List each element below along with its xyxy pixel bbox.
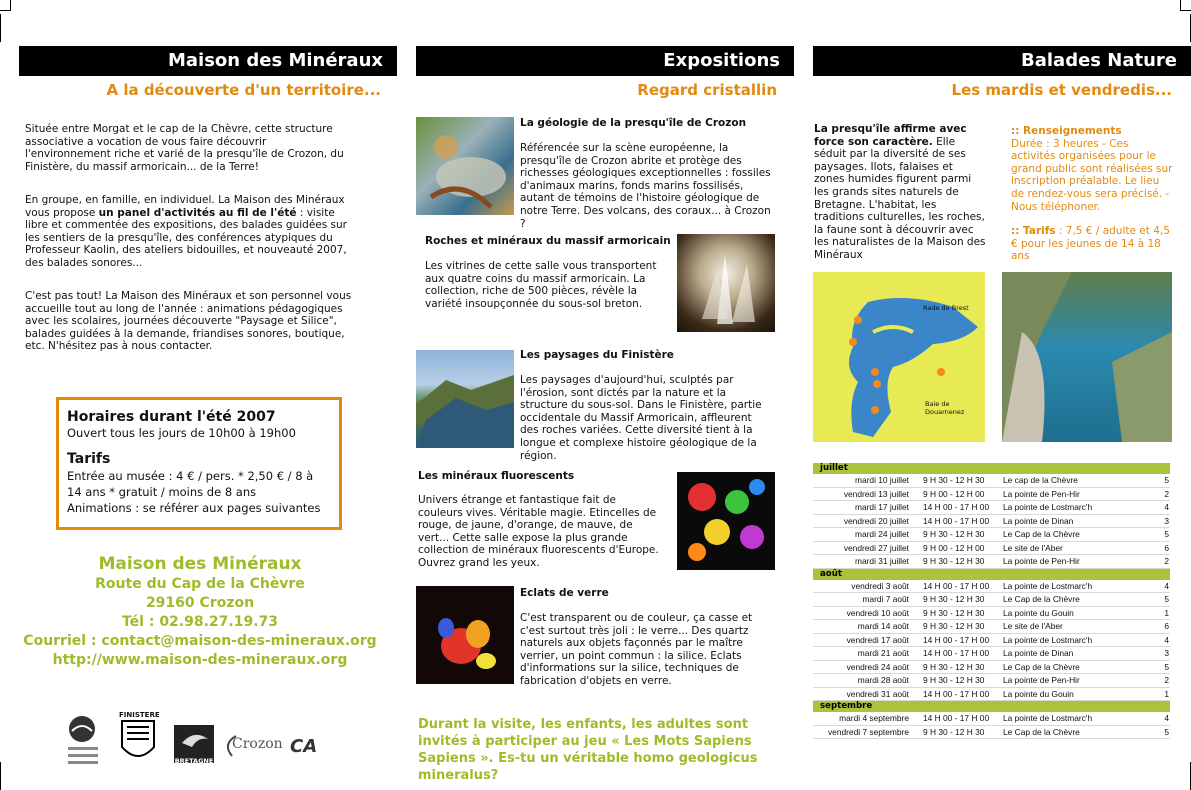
- schedule-date: mardi 7 août: [862, 594, 909, 604]
- schedule-row: [813, 593, 1170, 607]
- schedule-map-number: 4: [1164, 580, 1169, 591]
- image-plage: [1002, 272, 1172, 442]
- schedule-map-number: 5: [1164, 726, 1169, 737]
- expo-title-3: Les paysages du Finistère: [520, 349, 674, 361]
- schedule-row: [813, 515, 1170, 529]
- schedule-row: [813, 688, 1170, 702]
- left-paragraph-3: C'est pas tout! La Maison des Minéraux et son personnel vous accueille tout au long de l'année : animations pédagogiques avec les scolaires, journées découverte "Paysage et Silice", balades guidées à la demande, friandises sonores, boutique, etc. N'hésitez pas à nous contacter.: [25, 290, 352, 353]
- schedule-row: [813, 580, 1170, 594]
- schedule-hours: 9 H 30 - 12 H 30: [923, 675, 985, 685]
- subtitle-left: A la découverte d'un territoire...: [106, 81, 381, 99]
- header-expositions: Expositions: [416, 46, 794, 76]
- schedule-map-number: 5: [1164, 529, 1169, 539]
- tarifs-value: : 7,5 € / adulte et 4,5 € pour les jeunes de 14 à 18 ans: [1011, 225, 1170, 263]
- map-crozon: [813, 272, 985, 442]
- fossil-painting-icon: [416, 117, 514, 215]
- logo-bretagne-label: BRETAGNE: [174, 757, 214, 765]
- expo-title-4: Les minéraux fluorescents: [418, 470, 575, 482]
- schedule-place: La pointe de Dinan: [1003, 515, 1074, 526]
- schedule-row: [813, 661, 1170, 675]
- cliff-landscape-icon: [416, 350, 514, 448]
- schedule-date: vendredi 10 août: [846, 607, 909, 618]
- schedule-place: La pointe de Pen-Hir: [1003, 488, 1080, 499]
- schedule-date: mardi 21 août: [857, 648, 909, 658]
- left-paragraph-2: [25, 194, 355, 270]
- schedule-row: [813, 528, 1170, 542]
- schedule-date: mardi 17 juillet: [855, 502, 909, 512]
- schedule-map-number: 5: [1164, 594, 1169, 604]
- schedule-row: [813, 555, 1170, 569]
- left-p2-bold: un panel d'activités au fil de l'été: [98, 206, 297, 219]
- schedule-date: vendredi 3 août: [851, 580, 909, 591]
- schedule-month-header: août: [813, 569, 1170, 580]
- schedule-hours: 9 H 30 - 12 H 30: [923, 607, 985, 618]
- subtitle-right: Les mardis et vendredis...: [951, 81, 1172, 99]
- schedule-row: [813, 726, 1170, 740]
- tarifs-label: :: Tarifs: [1011, 225, 1056, 238]
- schedule-place: La pointe de Lostmarc'h: [1003, 713, 1093, 723]
- schedule-date: mardi 14 août: [857, 621, 909, 631]
- schedule-place: Le Cap de la Chèvre: [1003, 661, 1080, 672]
- schedule-hours: 9 H 30 - 12 H 30: [923, 726, 985, 737]
- schedule-month-header: septembre: [813, 701, 1170, 712]
- map-peninsula-icon: [813, 272, 985, 442]
- schedule-date: mardi 24 juillet: [855, 529, 909, 539]
- info-title: :: Renseignements: [1011, 125, 1122, 137]
- expo-text-1: Référencée sur la scène européenne, la presqu'île de Crozon abrite et protège des richesses géologiques exceptionnelles : fossiles d'animaux marins, fonds marins fossilisés, autant de témoins de l'histoire géologique de notre Terre. Des volcans, des coraux... à Crozon ?: [520, 142, 771, 230]
- schedule-map-number: 4: [1164, 502, 1169, 512]
- schedule-place: La pointe de Lostmarc'h: [1003, 502, 1093, 512]
- schedule-row: [813, 674, 1170, 688]
- schedule-hours: 9 H 30 - 12 H 30: [923, 621, 985, 631]
- schedule-month-header: juillet: [813, 463, 1170, 474]
- schedule-row: [813, 542, 1170, 556]
- schedule-row: [813, 620, 1170, 634]
- schedule-row: [813, 647, 1170, 661]
- schedule-hours: 9 H 00 - 12 H 00: [923, 542, 985, 553]
- crop-mark-left-line: [0, 14, 1, 42]
- tarifs-line: [1011, 225, 1175, 263]
- schedule-map-number: 4: [1164, 713, 1169, 723]
- schedule-date: mardi 28 août: [857, 675, 909, 685]
- right-intro: [814, 123, 986, 262]
- glass-art-icon: [416, 586, 514, 684]
- right-intro-text: Elle séduit par la diversité de ses paysages. Ilots, falaises et zones humides figurent parmi les grands sites naturels de Bretagne. L'habitat, les traditions culturelles, les roches, la faune sont à découvrir avec les naturalistes de la Maison des Minéraux: [814, 135, 986, 261]
- schedule-hours: 9 H 30 - 12 H 30: [923, 661, 985, 672]
- schedule-hours: 9 H 30 - 12 H 30: [923, 475, 985, 485]
- schedule-date: vendredi 20 juillet: [843, 515, 909, 526]
- schedule-place: La pointe du Gouin: [1003, 688, 1074, 699]
- schedule-date: mardi 4 septembre: [839, 713, 909, 723]
- left-p2-text-a: En groupe, en famille, en individuel. La Maison des Minéraux vous propose: [25, 194, 345, 219]
- contact-city: 29160 Crozon: [145, 595, 255, 611]
- schedule-hours: 14 H 00 - 17 H 00: [923, 648, 990, 658]
- schedule-date: vendredi 13 juillet: [843, 488, 909, 499]
- contact-block: [19, 554, 381, 670]
- schedule-row: [813, 712, 1170, 726]
- logo-crozon-label: Crozon: [232, 736, 283, 752]
- schedule-hours: 14 H 00 - 17 H 00: [923, 515, 990, 526]
- expo-title-5: Eclats de verre: [520, 587, 609, 599]
- schedule-place: La pointe du Gouin: [1003, 607, 1074, 618]
- map-label-baie: Baie de Douarnenez: [925, 400, 965, 416]
- hours-text: Ouvert tous les jours de 10h00 à 19h00: [67, 426, 296, 440]
- schedule-hours: 14 H 00 - 17 H 00: [923, 713, 990, 723]
- schedule: [813, 463, 1170, 739]
- left-p2-text-c: : visite libre et commentée des expositions, des balades guidées sur les sentiers de la presqu'île, des conférences atypiques du Professeur Kaolin, des ateliers bidouilles, et nouveauté 2007, des balades sonores...: [25, 206, 347, 269]
- schedule-map-number: 3: [1164, 515, 1169, 526]
- image-paysages: [416, 350, 514, 448]
- crop-mark-top-right: [1180, 0, 1191, 11]
- schedule-hours: 14 H 00 - 17 H 00: [923, 634, 990, 645]
- schedule-date: vendredi 7 septembre: [827, 726, 909, 737]
- parc-logo-icon: [66, 713, 100, 771]
- schedule-map-number: 5: [1164, 661, 1169, 672]
- schedule-date: vendredi 27 juillet: [843, 542, 909, 553]
- subtitle-middle: Regard cristallin: [637, 81, 777, 99]
- expo-title-2: Roches et minéraux du massif armoricain: [425, 235, 671, 247]
- crop-mark-bottom-left: [0, 762, 1, 790]
- beach-cliff-icon: [1002, 272, 1172, 442]
- schedule-place: La pointe de Pen-Hir: [1003, 556, 1080, 566]
- contact-tel: Tél : 02.98.27.19.73: [121, 614, 279, 630]
- schedule-map-number: 1: [1164, 688, 1169, 699]
- schedule-hours: 14 H 00 - 17 H 00: [923, 688, 990, 699]
- logo-finistere: [119, 711, 160, 771]
- schedule-map-number: 6: [1164, 542, 1169, 553]
- schedule-map-number: 2: [1164, 675, 1169, 685]
- schedule-place: Le site de l'Aber: [1003, 542, 1063, 553]
- schedule-place: La pointe de Lostmarc'h: [1003, 580, 1093, 591]
- schedule-map-number: 2: [1164, 488, 1169, 499]
- image-geologie: [416, 117, 514, 215]
- fluorescent-minerals-icon: [677, 472, 775, 570]
- right-intro-bold: La presqu'île affirme avec force son caractère.: [814, 123, 967, 148]
- schedule-place: Le Cap de la Chèvre: [1003, 726, 1080, 737]
- schedule-place: La pointe de Pen-Hir: [1003, 675, 1080, 685]
- bretagne-ermine-icon: [174, 725, 214, 753]
- logo-ca-label: CA: [290, 736, 318, 757]
- schedule-date: vendredi 17 août: [846, 634, 909, 645]
- schedule-hours: 9 H 30 - 12 H 30: [923, 556, 985, 566]
- logo-crozon: [222, 732, 283, 760]
- schedule-map-number: 4: [1164, 634, 1169, 645]
- schedule-map-number: 2: [1164, 556, 1169, 566]
- tarifs-text: Entrée au musée : 4 € / pers. * 2,50 € / 8 à 14 ans * gratuit / moins de 8 ans: [67, 469, 314, 499]
- schedule-row: [813, 634, 1170, 648]
- schedule-hours: 9 H 30 - 12 H 30: [923, 594, 985, 604]
- schedule-date: mardi 10 juillet: [855, 475, 909, 485]
- image-fluorescents: [677, 472, 775, 570]
- schedule-hours: 14 H 00 - 17 H 00: [923, 580, 990, 591]
- expo-text-4: Univers étrange et fantastique fait de couleurs vives. Véritable magie. Etincelles de rouge, de jaune, d'orange, de mauve, de vert... Cette salle expose la plus grande collection de minéraux fluorescents d'Europe. Ouvrez grand les yeux.: [418, 494, 659, 569]
- contact-name: Maison des Minéraux: [98, 554, 302, 574]
- schedule-hours: 14 H 00 - 17 H 00: [923, 502, 990, 512]
- contact-mail[interactable]: Courriel : contact@maison-des-mineraux.org: [23, 633, 377, 649]
- schedule-row: [813, 474, 1170, 488]
- schedule-place: La pointe de Lostmarc'h: [1003, 634, 1093, 645]
- schedule-hours: 9 H 00 - 12 H 00: [923, 488, 985, 499]
- expo-text-5: C'est transparent ou de couleur, ça casse et c'est surtout très joli : le verre... Des quartz naturels aux objets façonnés par le maître verrier, un point commun : la silice. Eclats d'informations sur la silice, techniques de fabrication d'objets en verre.: [520, 612, 753, 687]
- info-text: Durée : 3 heures - Ces activités organisées pour le grand public sont réalisées sur inscription préalable. Le lieu de rendez-vous sera précisé. - Nous téléphoner.: [1011, 137, 1173, 213]
- logo-credit-agricole: [290, 736, 324, 762]
- schedule-place: Le Cap de la Chèvre: [1003, 529, 1080, 539]
- animations-text: Animations : se référer aux pages suivantes: [67, 501, 321, 515]
- schedule-hours: 9 H 30 - 12 H 30: [923, 529, 985, 539]
- finistere-shield-icon: [119, 719, 157, 769]
- schedule-map-number: 5: [1164, 475, 1169, 485]
- logo-bretagne: [174, 725, 214, 763]
- expo-text-3: Les paysages d'aujourd'hui, sculptés par l'érosion, sont dictés par la nature et la structure du sous-sol. Dans le Finistère, partie occidentale du Massif Armoricain, affleurent des roches variées. Cette diversité tient à la longue et complexe histoire géologique de la région.: [520, 374, 762, 462]
- schedule-place: Le cap de la Chèvre: [1003, 475, 1078, 485]
- image-verre: [416, 586, 514, 684]
- logo-finistere-label: FINISTERE: [119, 711, 160, 719]
- schedule-map-number: 3: [1164, 648, 1169, 658]
- image-quartz: [677, 234, 775, 332]
- info-box: [56, 397, 342, 530]
- schedule-date: mardi 31 juillet: [855, 556, 909, 566]
- left-paragraph-1: Située entre Morgat et le cap de la Chèvre, cette structure associative a vocation de vous faire découvrir l'environnement riche et varié de la presqu'île de Crozon, du Finistère, du massif armoricain... de la Terre!: [25, 123, 344, 173]
- map-label-rade: Rade de Brest: [923, 304, 969, 312]
- expo-text-2: Les vitrines de cette salle vous transportent aux quatre coins du massif armoricain. La collection, riche de 500 pièces, révèle la variété insoupçonnée du sous-sol breton.: [425, 260, 657, 310]
- schedule-map-number: 6: [1164, 621, 1169, 631]
- right-info: [1011, 125, 1175, 263]
- schedule-row: [813, 488, 1170, 502]
- contact-road: Route du Cap de la Chèvre: [95, 576, 305, 592]
- quartz-crystal-icon: [677, 234, 775, 332]
- tarifs-title: Tarifs: [67, 451, 111, 467]
- schedule-place: Le site de l'Aber: [1003, 621, 1063, 631]
- schedule-map-number: 1: [1164, 607, 1169, 618]
- logo-parc-armorique: [66, 713, 100, 771]
- schedule-date: vendredi 31 août: [846, 688, 909, 699]
- expo-title-1: La géologie de la presqu'île de Crozon: [520, 117, 747, 129]
- schedule-place: Le Cap de la Chèvre: [1003, 594, 1080, 604]
- header-maison: Maison des Minéraux: [19, 46, 397, 76]
- schedule-row: [813, 607, 1170, 621]
- schedule-place: La pointe de Dinan: [1003, 648, 1074, 658]
- crop-mark-top-left: [0, 0, 11, 11]
- contact-web[interactable]: http://www.maison-des-mineraux.org: [52, 652, 348, 668]
- schedule-date: vendredi 24 août: [846, 661, 909, 672]
- expo-footer: Durant la visite, les enfants, les adultes sont invités à participer au jeu « Les Mots Sapiens Sapiens ». Es-tu un véritable homo geologicus mineralus?: [418, 717, 758, 783]
- header-balades: Balades Nature: [813, 46, 1191, 76]
- schedule-row: [813, 501, 1170, 515]
- hours-title: Horaires durant l'été 2007: [67, 409, 276, 425]
